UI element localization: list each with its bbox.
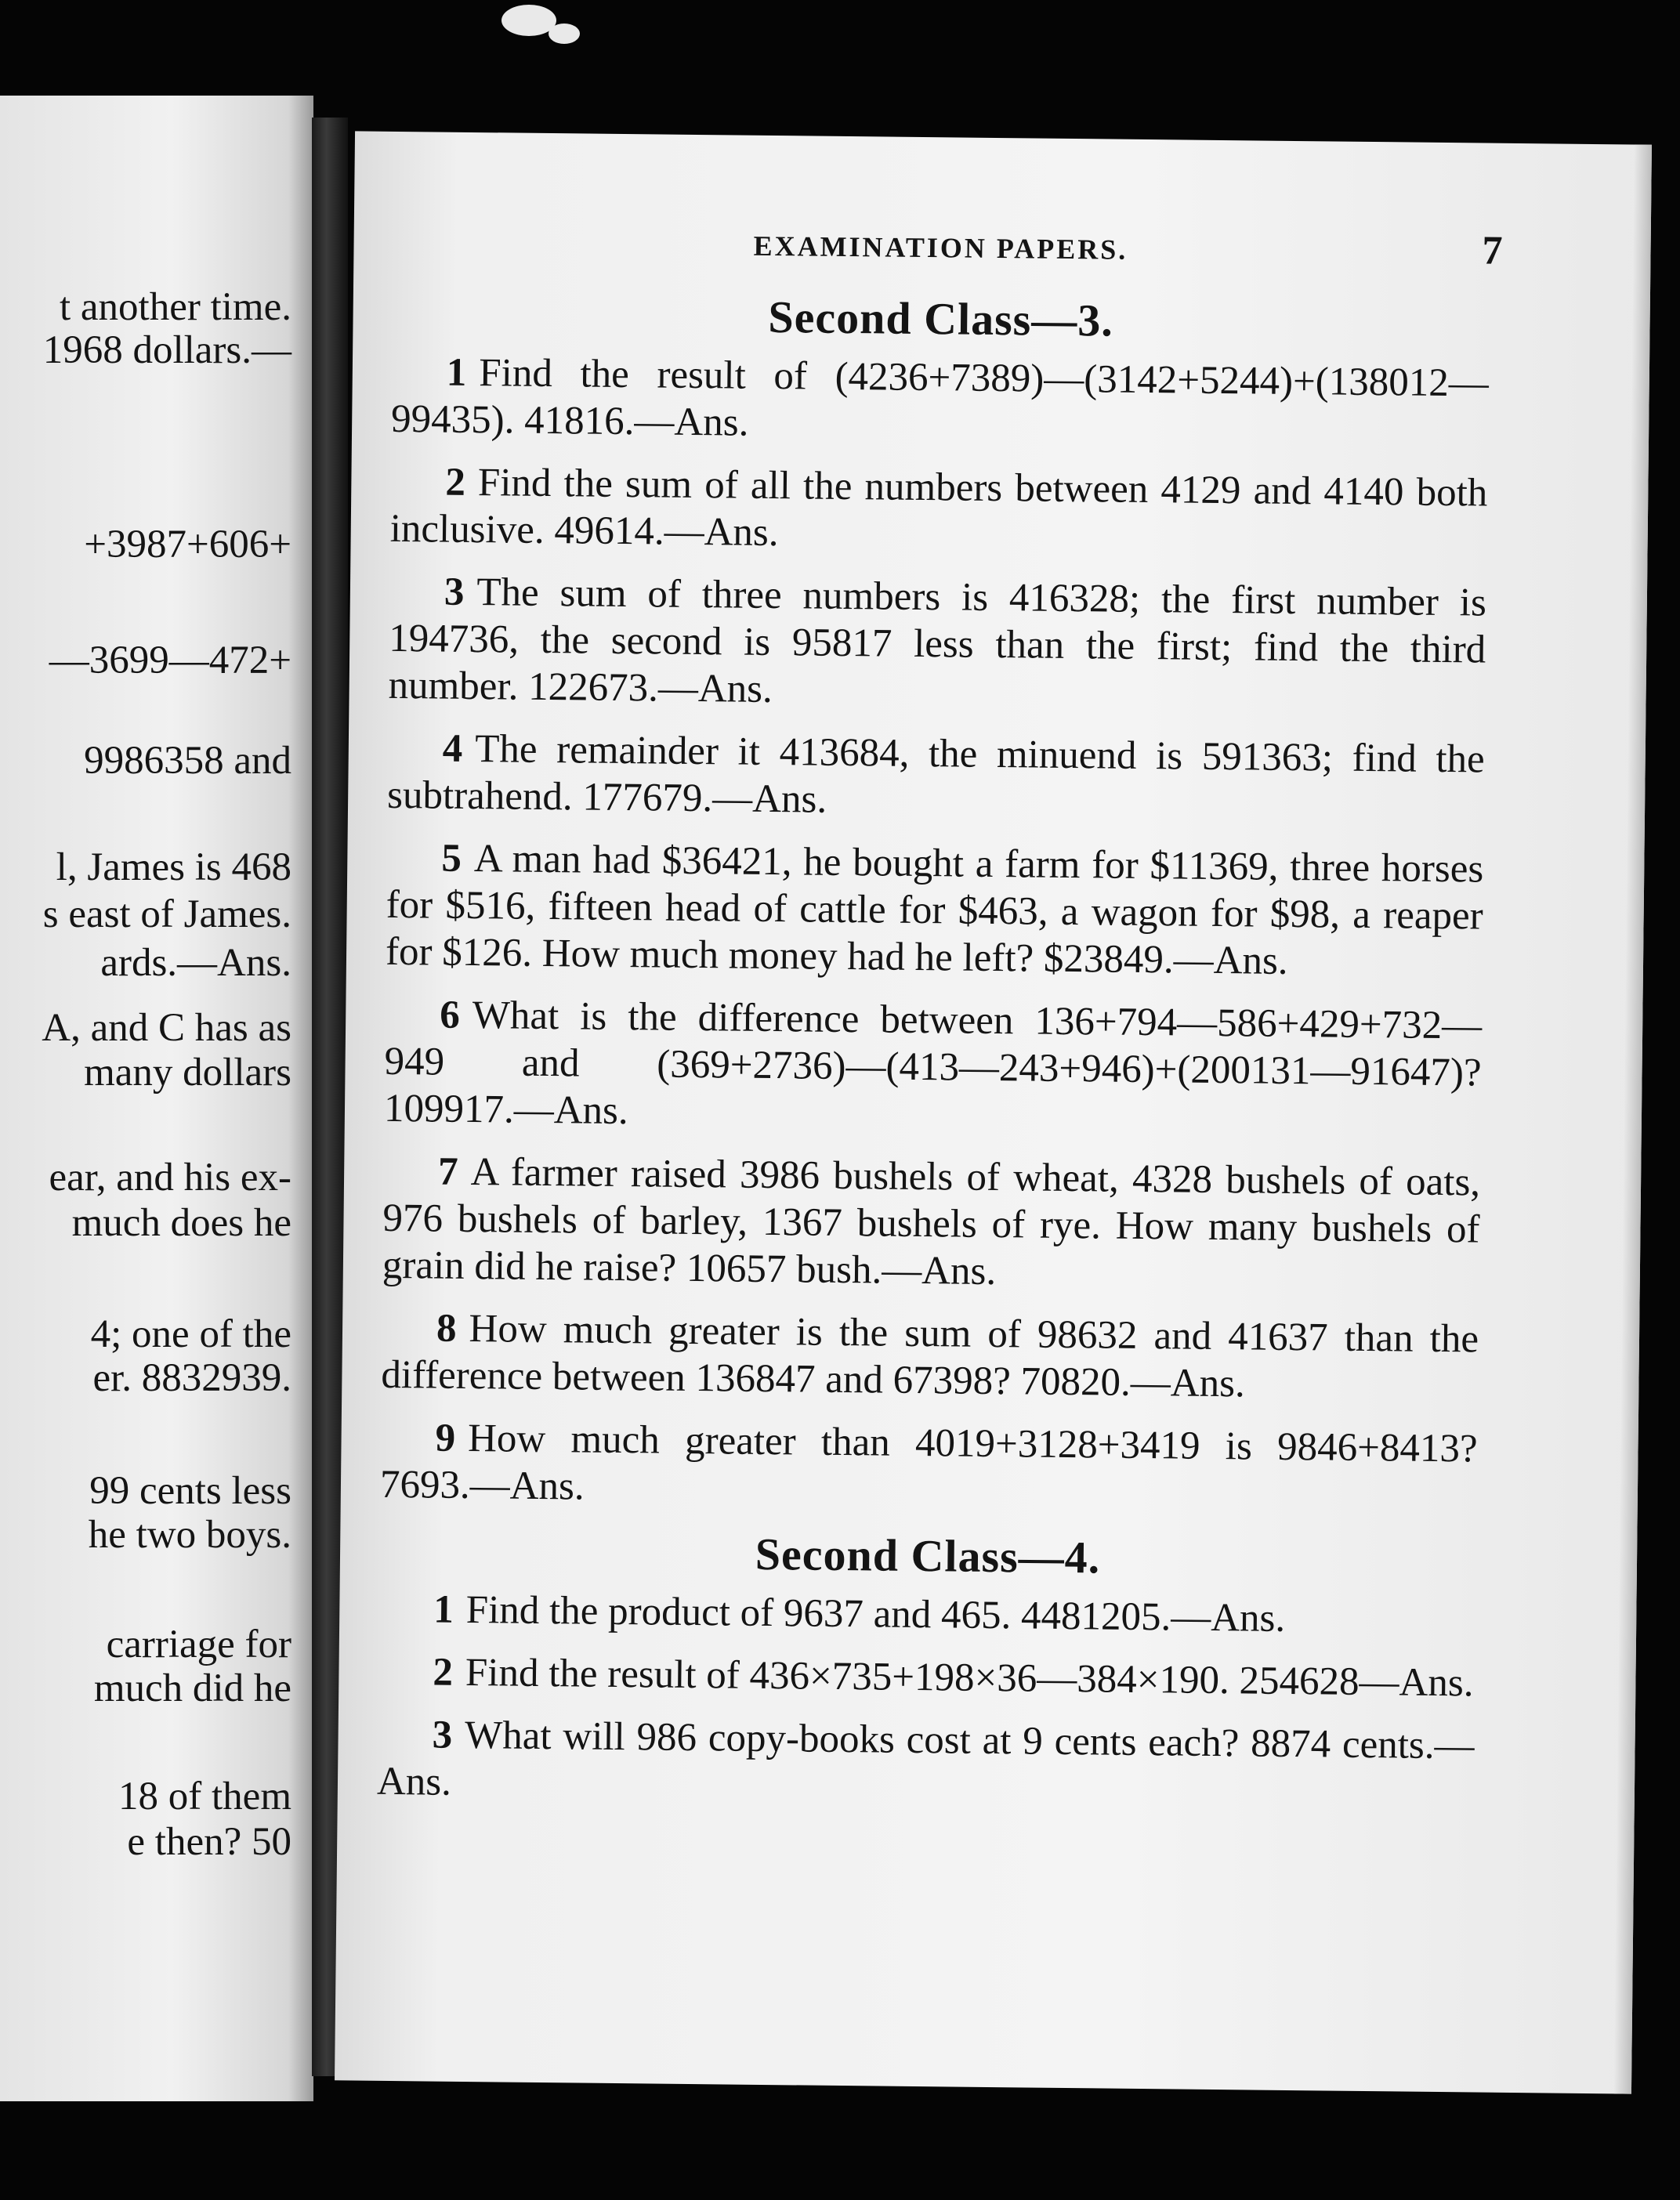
- page-edge: [1614, 145, 1652, 2094]
- problem: [388, 568, 1486, 721]
- problem-text: What will 986 copy-books cost at 9 cents each? 8874 cents.—Ans.: [376, 1713, 1475, 1804]
- problem: [380, 1414, 1478, 1520]
- left-page-line: +3987+606+: [84, 523, 291, 566]
- problem-number: 2: [433, 1650, 454, 1695]
- problem-text: A farmer raised 3986 bushels of wheat, 4328 bushels of oats, 976 bushels of barley, 1367 bushels of rye. How many bushels of grain did he raise? 10657 bush.—Ans.: [382, 1150, 1481, 1294]
- problem: [384, 991, 1483, 1144]
- problem-number: 6: [439, 993, 461, 1037]
- page-number: 7: [1482, 228, 1503, 273]
- left-page-line: 18 of them: [118, 1775, 291, 1818]
- section-heading: Second Class—3.: [768, 291, 1114, 346]
- left-page-line: much did he: [93, 1666, 291, 1710]
- left-page-line: s east of James.: [42, 892, 291, 936]
- problem-number: 5: [441, 836, 462, 881]
- left-page-line: 1968 dollars.—: [42, 328, 291, 372]
- problem: [386, 834, 1484, 987]
- dust-speck: [549, 24, 580, 44]
- problem-text: A man had $36421, he bought a farm for $11369, three horses for $516, fifteen head of cattle for $463, a wagon for $98, a reaper for $126. How much money had he left? $23849.—Ans.: [385, 837, 1484, 983]
- problem-number: 4: [442, 726, 463, 771]
- left-page-line: e then? 50: [127, 1820, 291, 1864]
- problem: [377, 1711, 1475, 1817]
- problem: [381, 1304, 1479, 1410]
- problem: [378, 1648, 1475, 1707]
- problem-number: 3: [444, 570, 465, 614]
- left-page-line: er. 8832939.: [92, 1356, 291, 1400]
- problem-number: 1: [446, 350, 467, 395]
- problem-text: Find the result of (4236+7389)—(3142+5244)+(138012—99435). 41816.—Ans.: [390, 351, 1490, 445]
- left-page-line: he two boys.: [88, 1513, 291, 1557]
- left-page-line: —3699—472+: [49, 639, 291, 682]
- problem: [387, 725, 1485, 830]
- left-page-line: A, and C has as: [42, 1006, 291, 1050]
- problem-number: 7: [437, 1149, 458, 1194]
- problem-text: Find the result of 436×735+198×36—384×190. 254628—Ans.: [465, 1650, 1474, 1706]
- left-page-line: 4; one of the: [90, 1312, 291, 1356]
- left-page-line: ards.—Ans.: [100, 941, 291, 985]
- problem-text: What is the difference between 136+794—586+429+732—949 and (369+2736)—(413—243+946)+(200131—91647)? 109917.—Ans.: [383, 993, 1483, 1134]
- main-page: [335, 131, 1652, 2093]
- left-page-line: ear, and his ex-: [49, 1156, 291, 1200]
- problem: [389, 458, 1487, 564]
- left-page-line: l, James is 468: [56, 845, 291, 889]
- problem-number: 9: [435, 1416, 456, 1460]
- problem-number: 8: [436, 1306, 457, 1351]
- problem-text: How much greater than 4019+3128+3419 is 9846+8413? 7693.—Ans.: [379, 1417, 1478, 1509]
- left-facing-page: [0, 96, 313, 2101]
- left-page-line: 9986358 and: [84, 739, 291, 783]
- running-head: EXAMINATION PAPERS.: [753, 230, 1128, 266]
- problem-number: 3: [432, 1713, 453, 1757]
- left-page-line: many dollars: [84, 1051, 291, 1095]
- left-page-line: 99 cents less: [89, 1469, 291, 1513]
- problem-text: The sum of three numbers is 416328; the first number is 194736, the second is 95817 less than the first; find the third number. 122673.—Ans.: [388, 570, 1487, 712]
- left-page-line: much does he: [71, 1201, 291, 1245]
- problem: [382, 1148, 1481, 1301]
- problem-number: 1: [433, 1587, 454, 1632]
- left-page-line: t another time.: [60, 285, 291, 329]
- page-content: [376, 287, 1489, 1833]
- left-page-line: carriage for: [106, 1623, 291, 1666]
- problem: [391, 349, 1489, 454]
- problem-text: How much greater is the sum of 98632 and 41637 than the difference between 136847 and 67398? 70820.—Ans.: [381, 1307, 1479, 1406]
- problem-number: 2: [445, 460, 466, 505]
- problem-text: Find the product of 9637 and 465. 4481205.—Ans.: [465, 1587, 1286, 1641]
- problem-text: The remainder it 413684, the minuend is 591363; find the subtrahend. 177679.—Ans.: [386, 727, 1486, 822]
- section-heading: Second Class—4.: [755, 1528, 1101, 1583]
- problem: [378, 1586, 1476, 1645]
- problem-text: Find the sum of all the numbers between 4129 and 4140 both inclusive. 49614.—Ans.: [389, 461, 1488, 555]
